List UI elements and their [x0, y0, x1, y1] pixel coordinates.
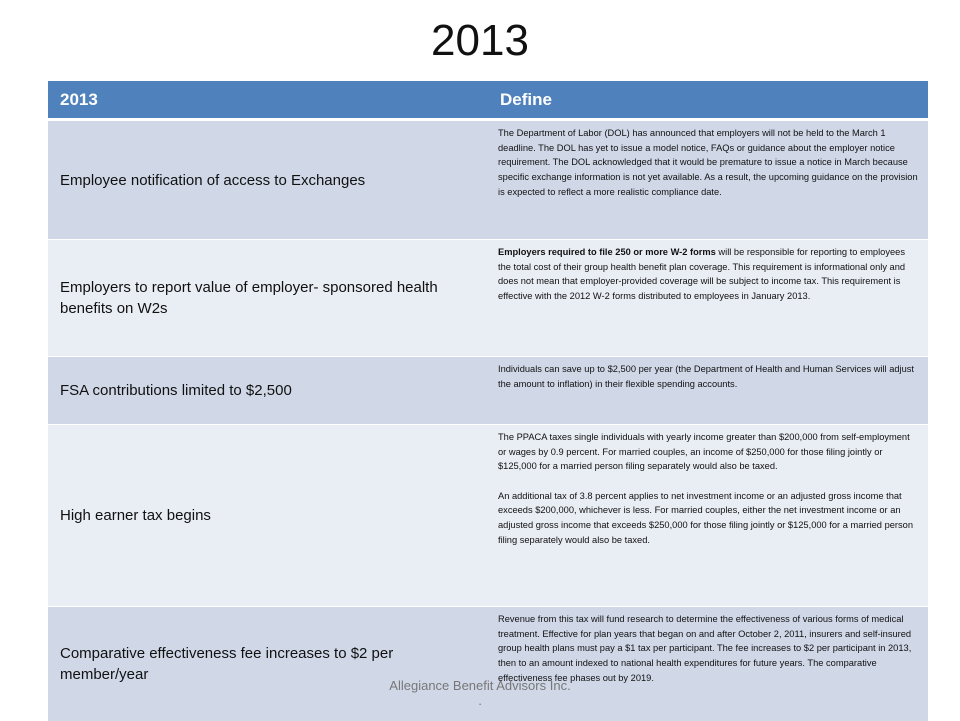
- provision-definition: [488, 120, 928, 240]
- table-row: [48, 240, 928, 357]
- definition-bold-text: Employers required to file 250 or more W-2 forms: [498, 247, 716, 257]
- provisions-table: [48, 81, 928, 721]
- provision-name: High earner tax begins: [48, 425, 488, 607]
- header-year: 2013: [48, 81, 488, 120]
- table-header-row: [48, 81, 928, 120]
- table-row: [48, 120, 928, 240]
- footer-company: Allegiance Benefit Advisors Inc.: [389, 678, 570, 693]
- footer-dot: .: [0, 693, 960, 709]
- provision-definition: [488, 240, 928, 357]
- definition-text: An additional tax of 3.8 percent applies to net investment income or an adjusted gross income that exceeds $200,000, whichever is less. For married couples, either the net investment income or an adjusted gross income that exceeds $250,000 for those filing jointly or $125,000 for a married person filing separately would also be taxed.: [498, 489, 920, 548]
- definition-text: The PPACA taxes single individuals with yearly income greater than $200,000 from self-employment or wages by 0.9 percent. For married couples, an income of $250,000 for those filing jointly or $125,000 for a married person filing separately would also be taxed.: [498, 430, 920, 474]
- provision-definition: [488, 357, 928, 425]
- header-define: Define: [488, 81, 928, 120]
- definition-text: The Department of Labor (DOL) has announced that employers will not be held to the March 1 deadline. The DOL has yet to issue a model notice, FAQs or guidance about the employer notice requirement. The DOL acknowledged that it would be premature to issue a notice in March because specific exchange information is not yet available. As a result, the upcoming guidance on the provision is expected to reflect a more realistic compliance date.: [498, 126, 920, 200]
- provision-name: Comparative effectiveness fee increases to $2 per member/year: [48, 607, 488, 721]
- definition-text: Individuals can save up to $2,500 per year (the Department of Health and Human Services will adjust the amount to inflation) in their flexible spending accounts.: [498, 362, 920, 391]
- slide-title: 2013: [0, 10, 960, 72]
- provision-name: Employee notification of access to Exchanges: [48, 120, 488, 240]
- provision-definition: [488, 425, 928, 607]
- provision-name: Employers to report value of employer- sponsored health benefits on W2s: [48, 240, 488, 357]
- definition-text: Revenue from this tax will fund research to determine the effectiveness of various forms of medical treatment. Effective for plan years that began on and after October 2, 2011, insurers and self-insured group health plans must pay a $1 tax per participant. The fee increases to $2 per participant in 2013, then to an amount indexed to national health expenditures for future years. The comparative effectiveness fee phases out by 2019.: [498, 612, 920, 686]
- table-row: [48, 357, 928, 425]
- provision-name: FSA contributions limited to $2,500: [48, 357, 488, 425]
- table-row: [48, 425, 928, 607]
- definition-text: will be responsible for reporting to employees the total cost of their group health benefit plan coverage. This requirement is informational only and does not mean that employer-provided coverage will be subject to income tax. This requirement is effective with the 2012 W-2 forms distributed to employees in January 2013.: [498, 247, 905, 301]
- footer: [0, 678, 960, 709]
